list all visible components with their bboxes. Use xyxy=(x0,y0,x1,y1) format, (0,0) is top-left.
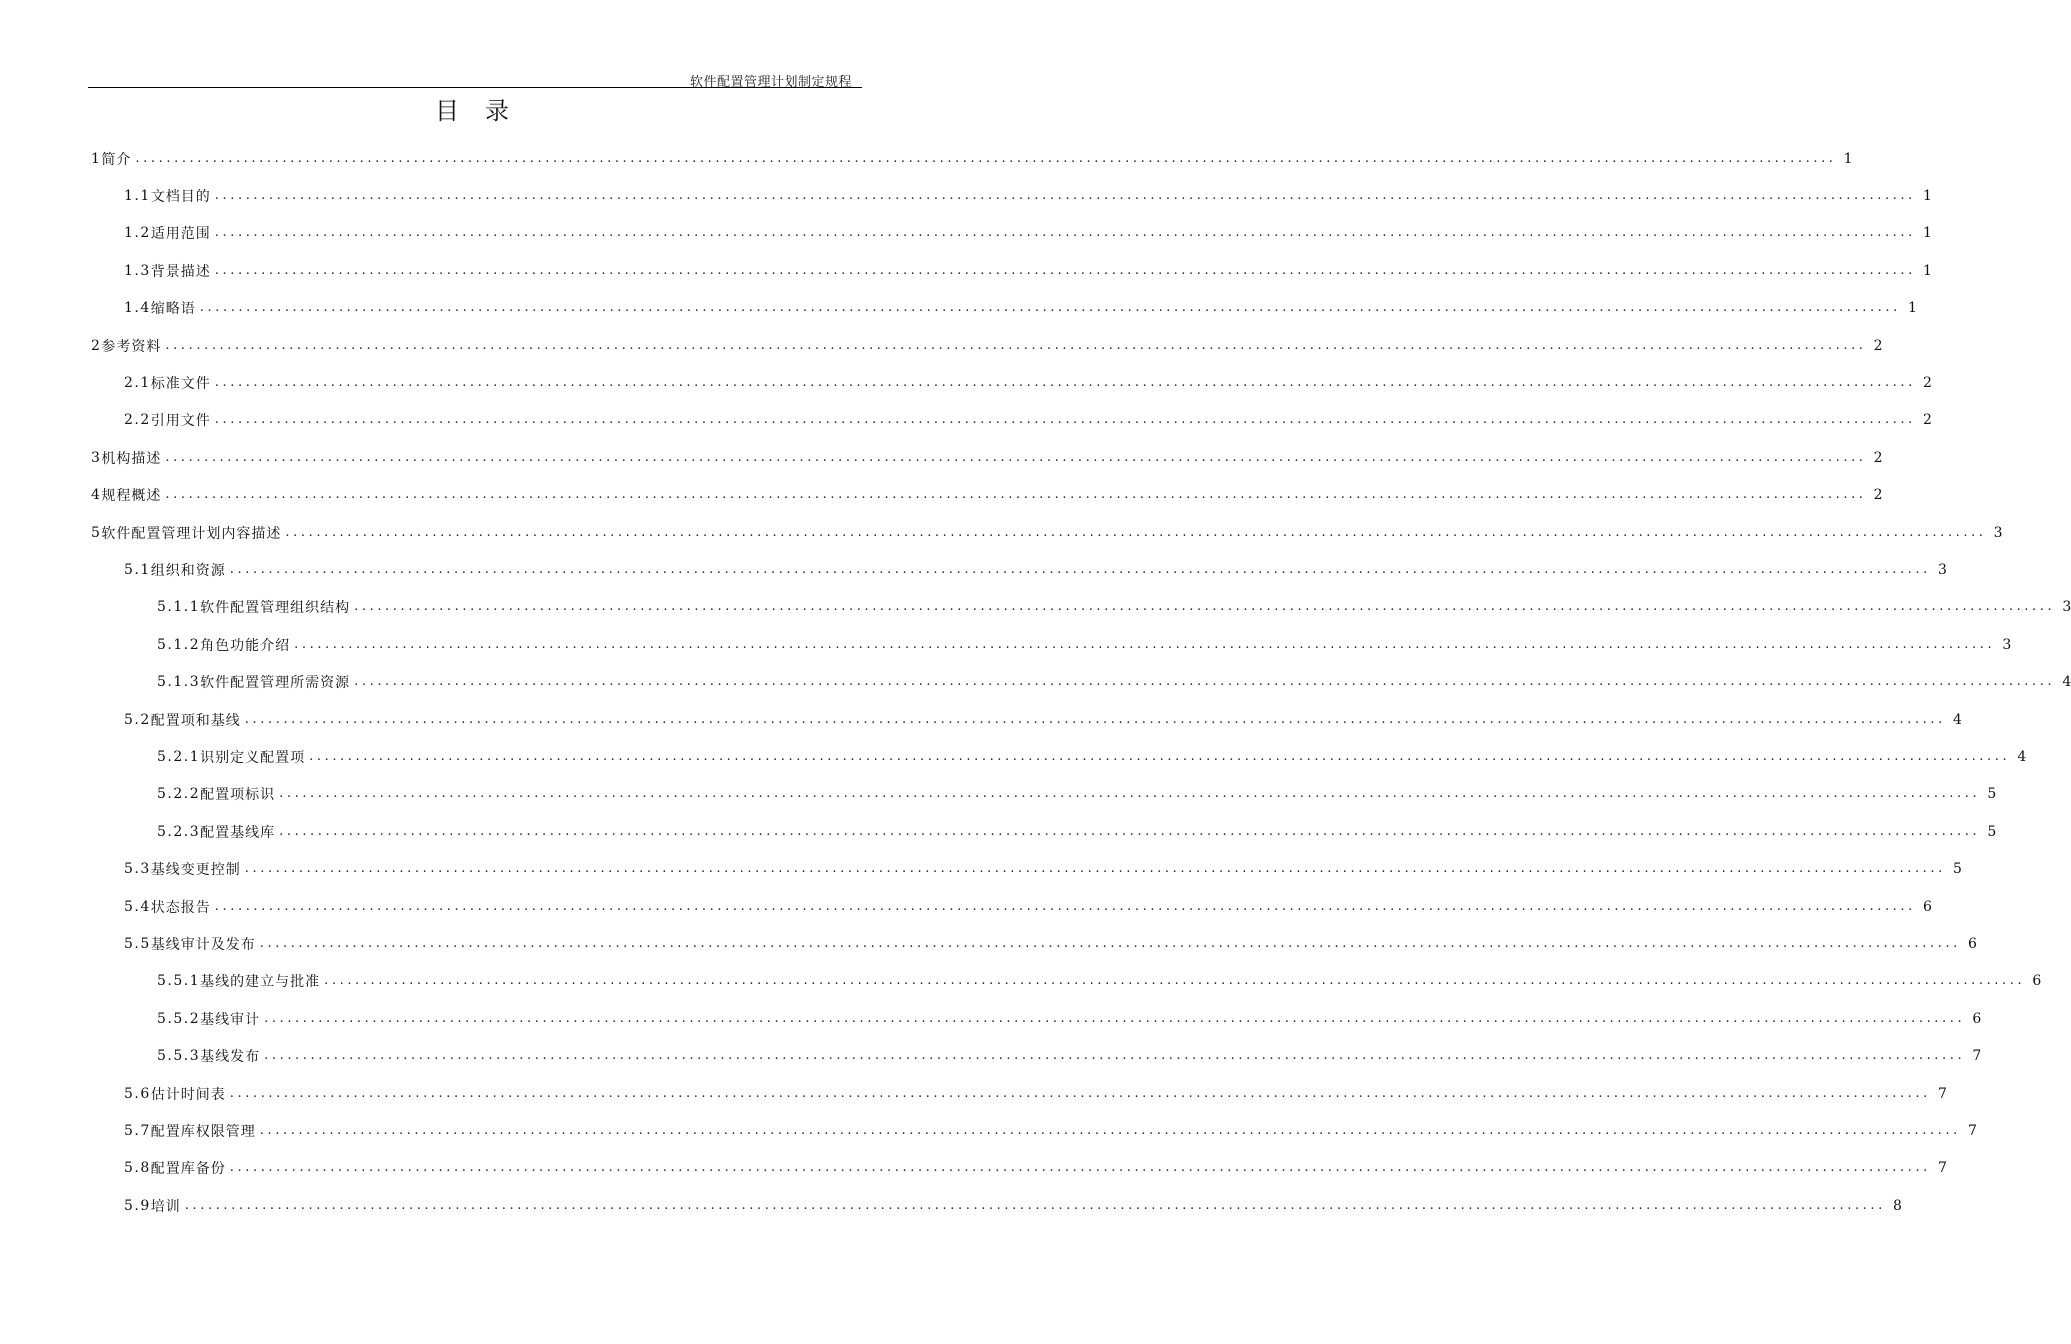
toc-dot-leader: ............................................................................................................................................................................................................................ xyxy=(259,935,1961,951)
toc-dot-leader: ............................................................................................................................................................................................................................ xyxy=(135,150,1837,166)
toc-entry-title: 配置库权限管理 xyxy=(150,1123,256,1140)
page-header xyxy=(88,68,862,88)
toc-entry-number: 1.3 xyxy=(124,262,151,279)
toc-entry[interactable] xyxy=(124,925,1977,962)
toc-entry[interactable] xyxy=(124,551,1947,588)
toc-entry-title: 背景描述 xyxy=(150,263,211,280)
toc-entry[interactable] xyxy=(124,1075,1947,1112)
toc-entry-title: 软件配置管理所需资源 xyxy=(200,675,351,692)
toc-entry-title: 配置基线库 xyxy=(200,824,276,841)
toc-entry-title: 基线审计 xyxy=(200,1011,261,1028)
toc-entry-title: 配置项标识 xyxy=(200,787,276,804)
toc-entry-number: 1 xyxy=(91,150,102,167)
toc-dot-leader: ............................................................................................................................................................................................................................ xyxy=(324,973,2026,989)
toc-entry-number: 5.8 xyxy=(124,1160,151,1177)
toc-dot-leader: ............................................................................................................................................................................................................................ xyxy=(229,561,1931,577)
toc-dot-leader: ............................................................................................................................................................................................................................ xyxy=(279,786,1981,802)
toc-entry-title: 估计时间表 xyxy=(150,1086,226,1103)
toc-entry[interactable] xyxy=(124,402,1932,439)
toc-entry-number: 5.7 xyxy=(124,1122,151,1139)
toc-entry-title: 简介 xyxy=(101,151,132,168)
toc-entry[interactable] xyxy=(124,215,1932,252)
toc-entry[interactable] xyxy=(91,514,2003,551)
toc-entry-number: 5.1 xyxy=(124,561,151,578)
toc-entry-page-number: 7 xyxy=(1972,1048,1982,1065)
toc-dot-leader: ............................................................................................................................................................................................................................ xyxy=(199,300,1901,316)
toc-dot-leader: ............................................................................................................................................................................................................................ xyxy=(229,1085,1931,1101)
toc-dot-leader: ............................................................................................................................................................................................................................ xyxy=(165,337,1867,353)
toc-entry-number: 5.1.2 xyxy=(157,636,201,653)
toc-entry-page-number: 3 xyxy=(2062,599,2071,616)
toc-entry-page-number: 7 xyxy=(1937,1160,1947,1177)
toc-entry[interactable] xyxy=(91,327,1883,364)
toc-entry-page-number: 1 xyxy=(1922,262,1932,279)
toc-entry-title: 识别定义配置项 xyxy=(200,749,306,766)
toc-entry[interactable] xyxy=(157,1000,1982,1037)
toc-entry-page-number: 6 xyxy=(2032,973,2042,990)
toc-entry-number: 1.4 xyxy=(124,300,151,317)
toc-entry[interactable] xyxy=(124,888,1932,925)
toc-dot-leader: ............................................................................................................................................................................................................................ xyxy=(214,374,1916,390)
toc-entry-number: 5.9 xyxy=(124,1197,151,1214)
toc-entry[interactable] xyxy=(124,252,1932,289)
toc-entry[interactable] xyxy=(157,589,2071,626)
toc-entry-number: 2.1 xyxy=(124,374,151,391)
toc-dot-leader: ............................................................................................................................................................................................................................ xyxy=(229,1160,1931,1176)
toc-entry-title: 基线的建立与批准 xyxy=(200,974,321,991)
toc-entry-title: 适用范围 xyxy=(150,226,211,243)
toc-entry-title: 缩略语 xyxy=(150,301,196,318)
running-header-title: 软件配置管理计划制定规程 xyxy=(689,75,852,90)
toc-entry-page-number: 6 xyxy=(1922,898,1932,915)
toc-dot-leader: ............................................................................................................................................................................................................................ xyxy=(165,449,1867,465)
toc-entry-page-number: 4 xyxy=(1952,711,1962,728)
toc-entry[interactable] xyxy=(157,776,1997,813)
toc-entry-number: 5.2 xyxy=(124,711,151,728)
toc-entry[interactable] xyxy=(124,1150,1947,1187)
toc-dot-leader: ............................................................................................................................................................................................................................ xyxy=(259,1122,1961,1138)
toc-entry-page-number: 2 xyxy=(1873,337,1883,354)
toc-dot-leader: ............................................................................................................................................................................................................................ xyxy=(214,412,1916,428)
toc-entry-number: 3 xyxy=(91,449,102,466)
toc-entry[interactable] xyxy=(124,1112,1977,1149)
toc-dot-leader: ............................................................................................................................................................................................................................ xyxy=(294,636,1996,652)
toc-entry-page-number: 5 xyxy=(1987,786,1997,803)
toc-dot-leader: ............................................................................................................................................................................................................................ xyxy=(214,225,1916,241)
toc-dot-leader: ............................................................................................................................................................................................................................ xyxy=(354,599,2056,615)
toc-entry-title: 培训 xyxy=(150,1198,181,1215)
toc-dot-leader: ............................................................................................................................................................................................................................ xyxy=(244,711,1946,727)
toc-entry-title: 机构描述 xyxy=(101,450,162,467)
toc-entry-title: 软件配置管理计划内容描述 xyxy=(101,525,282,542)
toc-dot-leader: ............................................................................................................................................................................................................................ xyxy=(244,861,1946,877)
toc-entry-number: 4 xyxy=(91,487,102,504)
toc-entry-page-number: 4 xyxy=(2017,748,2027,765)
toc-entry-number: 5.5.1 xyxy=(157,973,201,990)
toc-entry-page-number: 7 xyxy=(1967,1122,1977,1139)
toc-entry-title: 基线变更控制 xyxy=(150,862,241,879)
toc-entry-title: 配置库备份 xyxy=(150,1161,226,1178)
toc-entry-page-number: 2 xyxy=(1873,449,1883,466)
toc-dot-leader: ............................................................................................................................................................................................................................ xyxy=(165,487,1867,503)
toc-heading-char: 目 xyxy=(435,97,465,125)
toc-entry-title: 配置项和基线 xyxy=(150,712,241,729)
toc-entry-title: 状态报告 xyxy=(150,899,211,916)
toc-entry-page-number: 4 xyxy=(2062,674,2071,691)
toc-entry-title: 标准文件 xyxy=(150,375,211,392)
toc-entry-page-number: 1 xyxy=(1922,187,1932,204)
toc-entry[interactable] xyxy=(157,813,1997,850)
toc-entry-title: 基线审计及发布 xyxy=(150,936,256,953)
toc-entry[interactable] xyxy=(124,1187,1902,1224)
toc-entry-title: 引用文件 xyxy=(150,413,211,430)
toc-entry-number: 2 xyxy=(91,337,102,354)
toc-entry-page-number: 3 xyxy=(1993,524,2003,541)
toc-entry-number: 5.2.2 xyxy=(157,786,201,803)
toc-entry[interactable] xyxy=(157,664,2071,701)
toc-entry-page-number: 8 xyxy=(1892,1197,1902,1214)
toc-entry-number: 5.1.1 xyxy=(157,599,201,616)
toc-entry[interactable] xyxy=(124,290,1917,327)
toc-dot-leader: ............................................................................................................................................................................................................................ xyxy=(354,674,2056,690)
toc-entry-page-number: 5 xyxy=(1952,861,1962,878)
toc-entry-page-number: 1 xyxy=(1843,150,1853,167)
toc-entry-page-number: 6 xyxy=(1972,1010,1982,1027)
toc-entry-title: 文档目的 xyxy=(150,188,211,205)
toc-entry-page-number: 3 xyxy=(1937,561,1947,578)
toc-entry[interactable] xyxy=(124,701,1962,738)
toc-entry-number: 2.2 xyxy=(124,412,151,429)
toc-dot-leader: ............................................................................................................................................................................................................................ xyxy=(214,262,1916,278)
toc-dot-leader: ............................................................................................................................................................................................................................ xyxy=(309,748,2011,764)
toc-entry-number: 5.6 xyxy=(124,1085,151,1102)
toc-entry-title: 软件配置管理组织结构 xyxy=(200,600,351,617)
toc-entry[interactable] xyxy=(157,626,2012,663)
toc-entry-title: 角色功能介绍 xyxy=(200,637,291,654)
toc-entry-number: 5.4 xyxy=(124,898,151,915)
toc-entry[interactable] xyxy=(91,477,1883,514)
toc-dot-leader: ............................................................................................................................................................................................................................ xyxy=(214,187,1916,203)
toc-entry-number: 5.2.1 xyxy=(157,748,201,765)
toc-entry-number: 1.2 xyxy=(124,225,151,242)
toc-entry[interactable] xyxy=(157,738,2027,775)
toc-entry-number: 5.5 xyxy=(124,935,151,952)
toc-entry-number: 5.2.3 xyxy=(157,823,201,840)
toc-entry[interactable] xyxy=(124,851,1962,888)
toc-entry-page-number: 7 xyxy=(1937,1085,1947,1102)
toc-entry-page-number: 1 xyxy=(1907,300,1917,317)
toc-entry[interactable] xyxy=(124,177,1932,214)
toc-heading xyxy=(0,91,950,126)
toc-entry-page-number: 3 xyxy=(2002,636,2012,653)
toc-entry[interactable] xyxy=(157,1038,1982,1075)
toc-entry-page-number: 5 xyxy=(1987,823,1997,840)
toc-entry-title: 规程概述 xyxy=(101,488,162,505)
toc-entry-page-number: 2 xyxy=(1922,374,1932,391)
toc-entry-page-number: 6 xyxy=(1967,935,1977,952)
toc-entry[interactable] xyxy=(91,439,1883,476)
toc-entry-title: 组织和资源 xyxy=(150,562,226,579)
toc-entry-page-number: 1 xyxy=(1922,225,1932,242)
toc-dot-leader: ............................................................................................................................................................................................................................ xyxy=(279,823,1981,839)
toc-dot-leader: ............................................................................................................................................................................................................................ xyxy=(264,1048,1966,1064)
toc-entry-number: 5.1.3 xyxy=(157,674,201,691)
toc-entry-page-number: 2 xyxy=(1873,487,1883,504)
toc-dot-leader: ............................................................................................................................................................................................................................ xyxy=(184,1197,1886,1213)
toc-entry-number: 5.5.3 xyxy=(157,1048,201,1065)
toc-dot-leader: ............................................................................................................................................................................................................................ xyxy=(264,1010,1966,1026)
toc-dot-leader: ............................................................................................................................................................................................................................ xyxy=(214,898,1916,914)
toc-entry[interactable] xyxy=(157,963,2042,1000)
toc-entry[interactable] xyxy=(124,364,1932,401)
toc-entry-title: 基线发布 xyxy=(200,1049,261,1066)
toc-entry-number: 5 xyxy=(91,524,102,541)
toc-entry-number: 1.1 xyxy=(124,187,151,204)
toc-entry[interactable] xyxy=(91,140,1853,177)
toc-dot-leader: ............................................................................................................................................................................................................................ xyxy=(285,524,1987,540)
toc-entry-number: 5.5.2 xyxy=(157,1010,201,1027)
toc-entry-number: 5.3 xyxy=(124,861,151,878)
toc-entry-page-number: 2 xyxy=(1922,412,1932,429)
toc-heading-char: 录 xyxy=(485,97,515,125)
toc-entry-title: 参考资料 xyxy=(101,338,162,355)
